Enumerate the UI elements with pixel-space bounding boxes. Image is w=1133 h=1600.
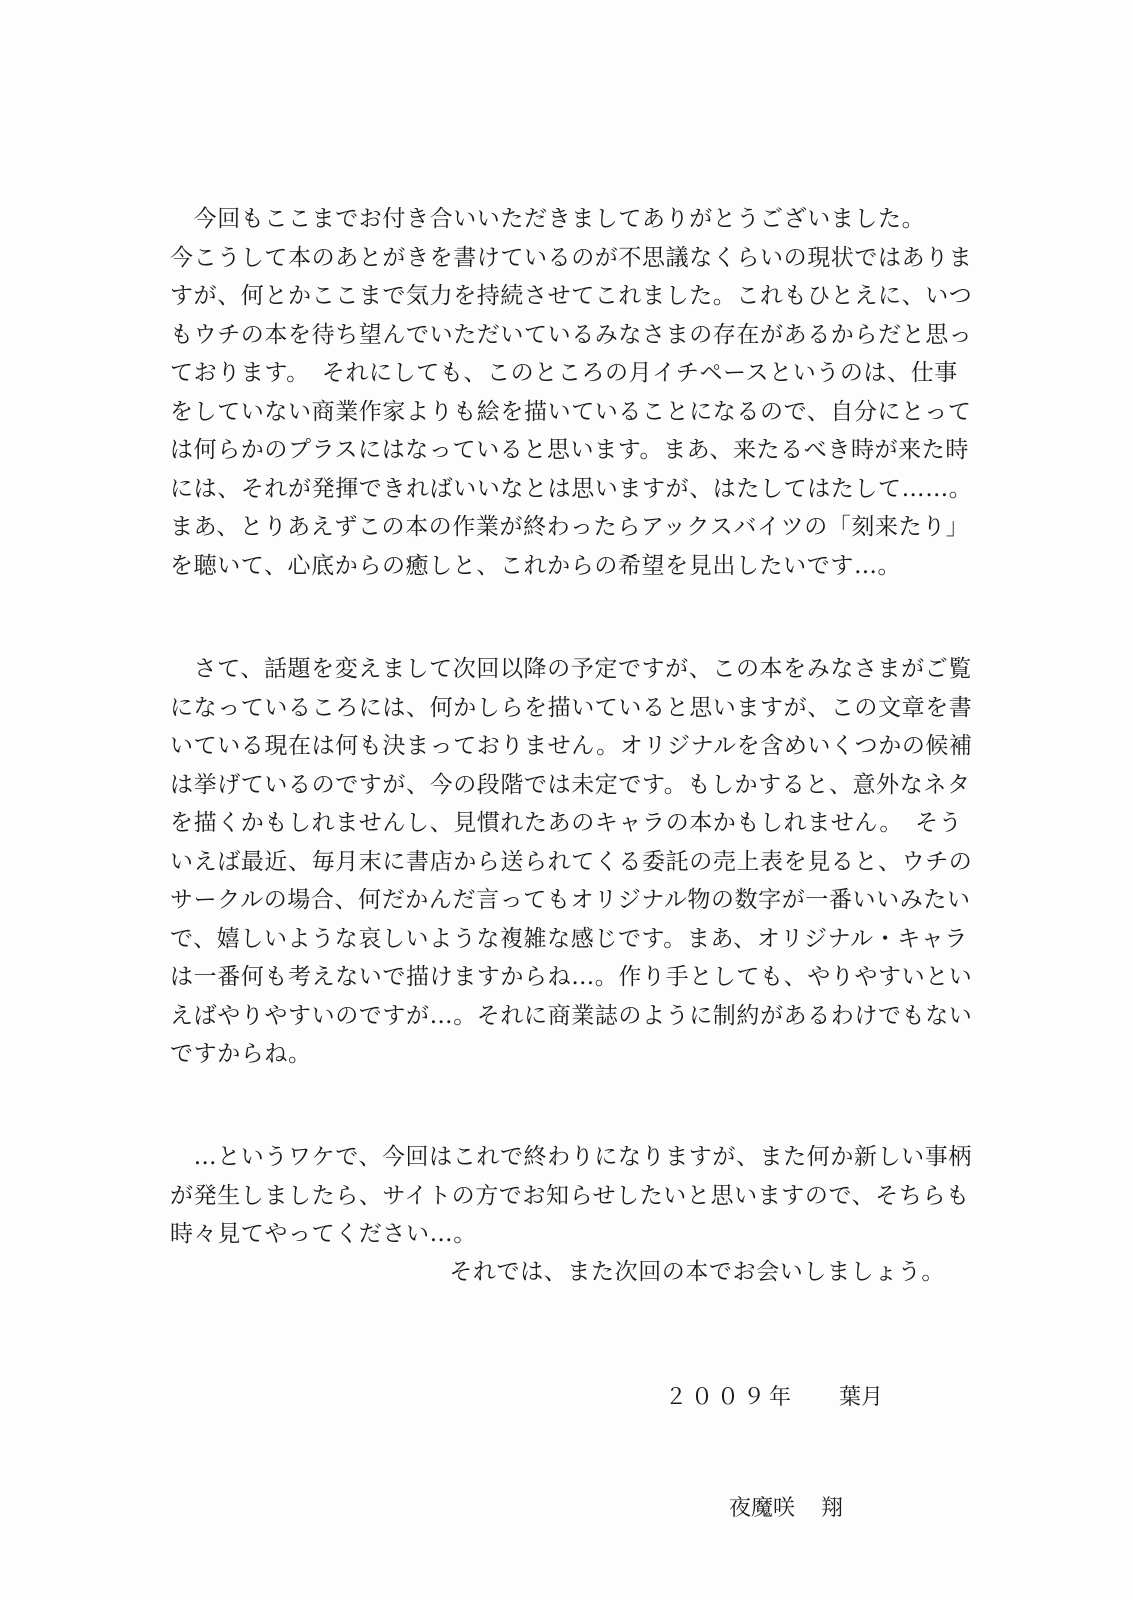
text-line: いえば最近、毎月末に書店から送られてくる委託の売上表を見ると、ウチの: [170, 848, 973, 875]
text-line: サークルの場合、何だかんだ言ってもオリジナル物の数字が一番いいみたい: [170, 887, 971, 913]
text-line: すが、何とかここまで気力を持続させてこれました。これもひとえに、いつ: [170, 283, 973, 309]
text-line: を描くかもしれませんし、見慣れたあのキャラの本かもしれません。 そう: [170, 810, 963, 836]
text-line: ております。 それにしても、このところの月イチペースというのは、仕事: [170, 360, 958, 386]
text-line: もウチの本を待ち望んでいただいているみなさまの存在があるからだと思っ: [170, 321, 973, 348]
date-line: [665, 1380, 883, 1411]
text-line: を聴いて、心底からの癒しと、これからの希望を見出したいです…。: [170, 552, 902, 579]
text-line: …というワケで、今回はこれで終わりになりますが、また何か新しい事柄: [170, 1144, 972, 1170]
date-month: 葉月: [839, 1385, 884, 1410]
text-line: 今回もここまでお付き合いいただきましてありがとうございました。: [170, 206, 926, 232]
author-given-name: 翔: [821, 1496, 844, 1521]
date-year: ２００９年: [665, 1385, 796, 1410]
text-line: は一番何も考えないで描けますからね…。作り手としても、やりやすいとい: [170, 964, 973, 990]
text-line: まあ、とりあえずこの本の作業が終わったらアックスバイツの「刻来たり」: [170, 514, 970, 540]
text-line: 今こうして本のあとがきを書けているのが不思議なくらいの現状ではありま: [170, 244, 973, 271]
text-line: えばやりやすいのですが…。それに商業誌のように制約があるわけでもない: [170, 1002, 973, 1029]
paragraph-3: [170, 1138, 970, 1254]
text-line: いている現在は何も決まっておりません。オリジナルを含めいくつかの候補: [170, 733, 973, 759]
text-line: になっているころには、何かしらを描いていると思いますが、この文章を書: [170, 694, 973, 721]
text-line: が発生しましたら、サイトの方でお知らせしたいと思いますので、そちらも: [170, 1182, 970, 1209]
text-line: には、それが発揮できればいいなとは思いますが、はたしてはたして……。: [170, 475, 973, 502]
paragraph-1: [170, 200, 973, 585]
paragraph-2: [170, 650, 973, 1074]
text-line: をしていない商業作家よりも絵を描いていることになるので、自分にとって: [170, 398, 972, 425]
text-line: は何らかのプラスにはなっていると思います。まあ、来たるべき時が来た時: [170, 437, 969, 463]
author-signature: [729, 1491, 843, 1522]
text-line: さて、話題を変えまして次回以降の予定ですが、この本をみなさまがご覧: [170, 656, 972, 682]
text-line: で、嬉しいような哀しいような複雑な感じです。まあ、オリジナル・キャラ: [170, 925, 969, 952]
text-line: ですからね。: [170, 1041, 312, 1067]
author-surname: 夜魔咲: [729, 1496, 796, 1521]
text-line: 時々見てやってください…。: [170, 1221, 477, 1247]
text-line: は挙げているのですが、今の段階では未定です。もしかすると、意外なネタ: [170, 771, 971, 798]
closing-line: それでは、また次回の本でお会いしましょう。: [449, 1259, 945, 1285]
